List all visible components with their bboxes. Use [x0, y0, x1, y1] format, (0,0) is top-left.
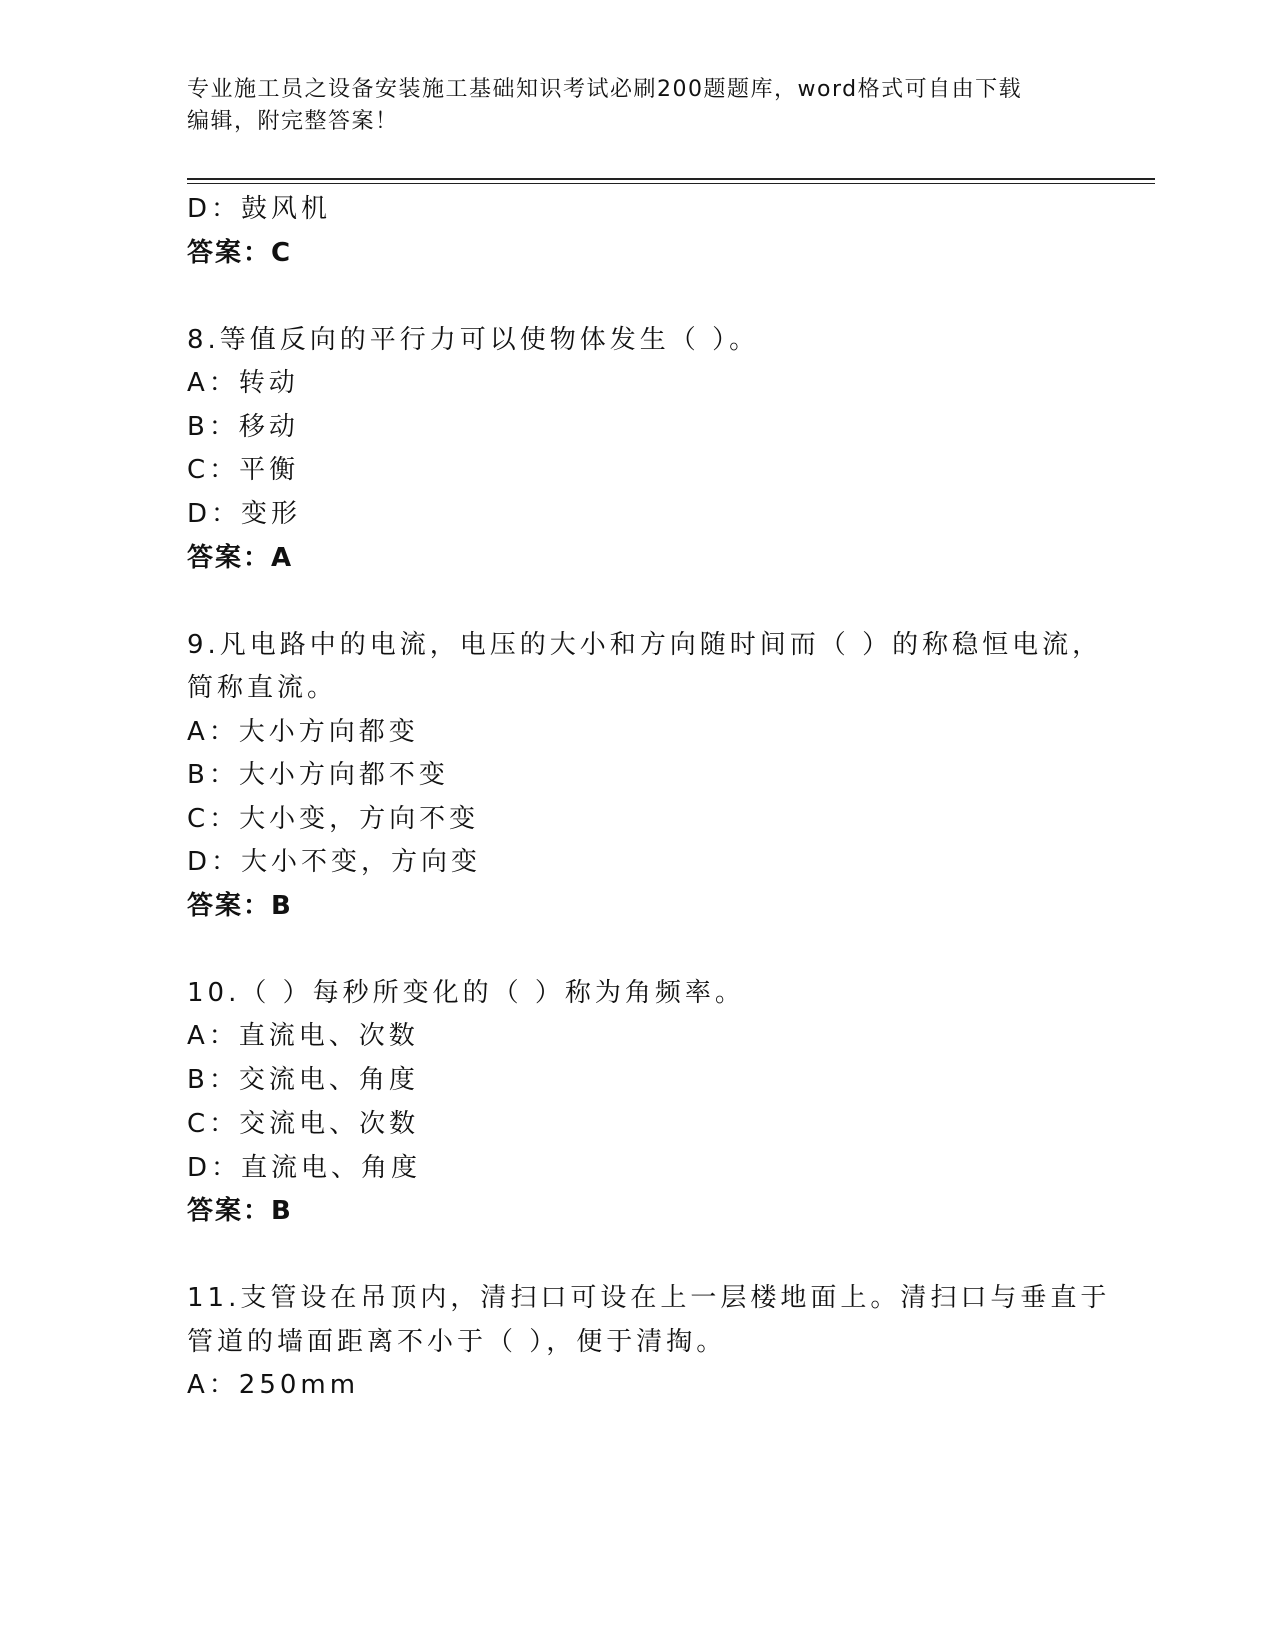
header-divider-thin — [187, 183, 1155, 184]
option-c: C：平衡 — [187, 455, 300, 485]
option-c: C：大小变，方向不变 — [187, 804, 480, 834]
option-a: A：直流电、次数 — [187, 1021, 419, 1051]
option-d: D：大小不变，方向变 — [187, 847, 482, 877]
question-11-continued: 管道的墙面距离不小于（ ），便于清掏。 — [187, 1327, 727, 1357]
option-b: B：交流电、角度 — [187, 1065, 419, 1095]
question-9-continued: 简称直流。 — [187, 673, 338, 703]
option-b: B：大小方向都不变 — [187, 760, 449, 790]
option-b: B：移动 — [187, 412, 299, 442]
question-9: 9.凡电路中的电流，电压的大小和方向随时间而（ ）的称稳恒电流， — [187, 630, 1103, 660]
option-d: D：鼓风机 — [187, 194, 332, 224]
header-line-2: 编辑，附完整答案！ — [187, 109, 399, 134]
answer-line: 答案：B — [187, 1196, 293, 1226]
question-8: 8.等值反向的平行力可以使物体发生（ ）。 — [187, 325, 760, 355]
question-11: 11.支管设在吊顶内，清扫口可设在上一层楼地面上。清扫口与垂直于 — [187, 1283, 1111, 1313]
option-d: D：变形 — [187, 499, 302, 529]
option-d: D：直流电、角度 — [187, 1153, 422, 1183]
document-header — [187, 74, 1067, 138]
answer-line: 答案：C — [187, 238, 293, 268]
answer-line: 答案：A — [187, 543, 294, 573]
option-a: A：转动 — [187, 368, 299, 398]
option-a: A：大小方向都变 — [187, 717, 419, 747]
option-a: A：250mm — [187, 1370, 360, 1400]
question-10: 10.（ ）每秒所变化的（ ）称为角频率。 — [187, 978, 745, 1008]
option-c: C：交流电、次数 — [187, 1109, 420, 1139]
header-line-1: 专业施工员之设备安装施工基础知识考试必刷200题题库，word格式可自由下载 — [187, 77, 1023, 102]
header-divider — [187, 178, 1155, 180]
answer-line: 答案：B — [187, 891, 293, 921]
